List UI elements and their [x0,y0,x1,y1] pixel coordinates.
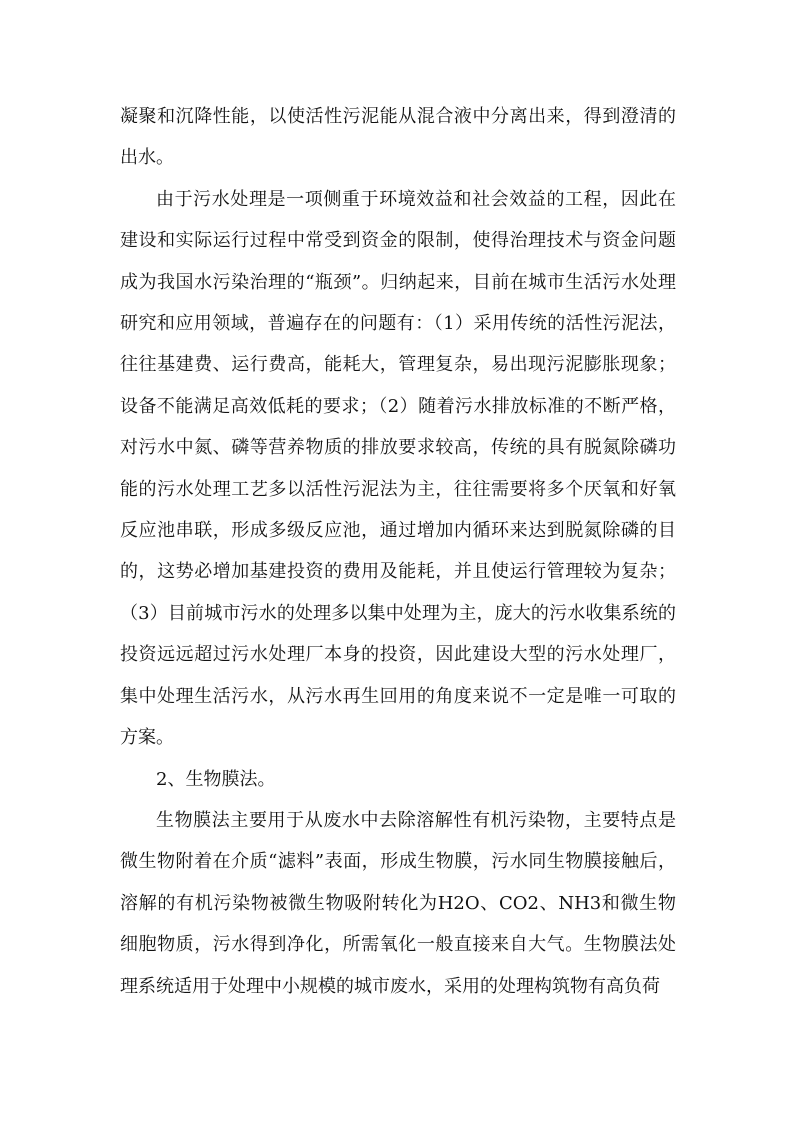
paragraph-continuation: 凝聚和沉降性能，以使活性污泥能从混合液中分离出来，得到澄清的出水。 [120,106,676,169]
paragraph-funding-issues: 由于污水处理是一项侧重于环境效益和社会效益的工程，因此在建设和实际运行过程中常受到资金的限制，使得治理技术与资金问题成为我国水污染治理的“瓶颈”。归纳起来，目前在城市生活污水处理研究和应用领域，普遍存在的问题有：（1）采用传统的活性污泥法，往往基建费、运行费高，能耗大，管理复杂，易出现污泥膨胀现象；设备不能满足高效低耗的要求；（2）随着污水排放标准的不断严格，对污水中氮、磷等营养物质的排放要求较高，传统的具有脱氮除磷功能的污水处理工艺多以活性污泥法为主，往往需要将多个厌氧和好氧反应池串联，形成多级反应池，通过增加内循环来达到脱氮除磷的目的，这势必增加基建投资的费用及能耗，并且使运行管理较为复杂；（3）目前城市污水的处理多以集中处理为主，庞大的污水收集系统的投资远远超过污水处理厂本身的投资，因此建设大型的污水处理厂，集中处理生活污水，从污水再生回用的角度来说不一定是唯一可取的方案。 [120,188,676,749]
paragraph-biofilm-method: 生物膜法主要用于从废水中去除溶解性有机污染物，主要特点是微生物附着在介质“滤料”表面，形成生物膜，污水同生物膜接触后，溶解的有机污染物被微生物吸附转化为H2O、CO2、NH3和微生物细胞物质，污水得到净化，所需氧化一般直接来自大气。生物膜法处理系统适用于处理中小规模的城市废水，采用的处理构筑物有高负荷 [120,809,676,997]
section-heading-biofilm: 2、生物膜法。 [156,768,276,790]
body-text [120,96,676,1007]
